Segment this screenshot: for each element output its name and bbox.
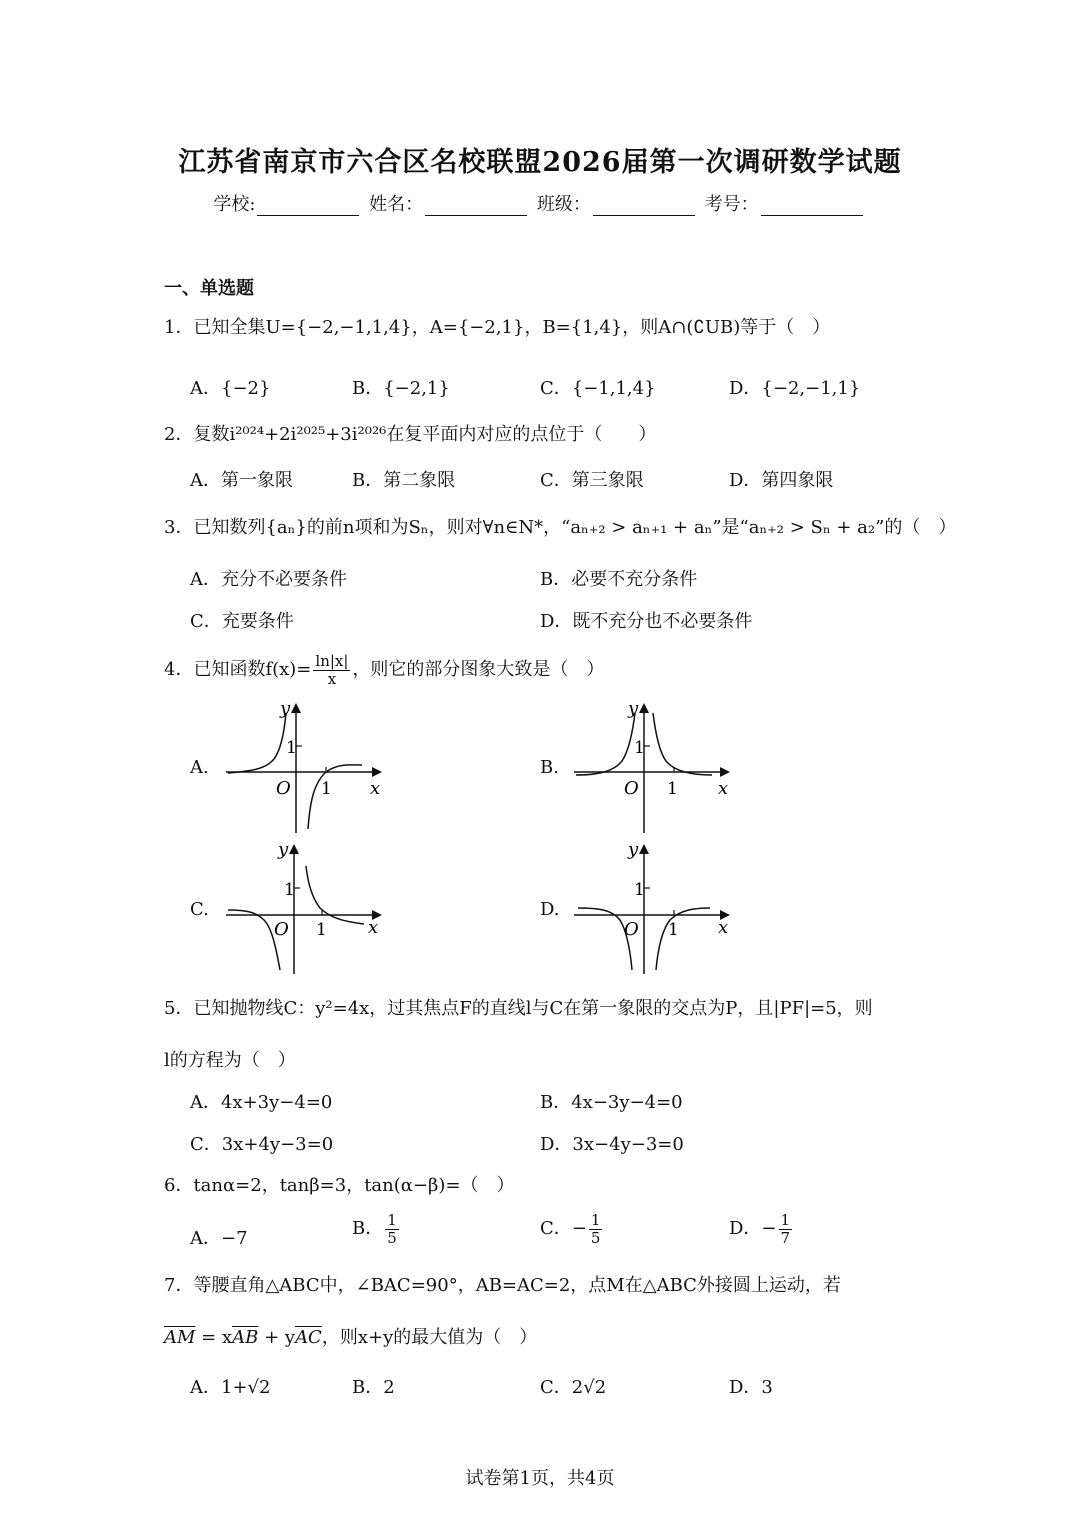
- q4-frac-num: ln|x|: [315, 652, 349, 670]
- y-arrow-icon: [291, 703, 301, 713]
- x-arrow-icon: [372, 767, 382, 777]
- q6-d-num: 1: [780, 1211, 791, 1229]
- question-2: 2．复数i²⁰²⁴+2i²⁰²⁵+3i²⁰²⁶在复平面内对应的点位于（ ）: [164, 424, 657, 445]
- q6-b-den: 5: [387, 1228, 397, 1247]
- q4-graph-b[interactable]: [570, 697, 740, 837]
- q4-option-c-label[interactable]: C.: [190, 899, 209, 920]
- x-one-label: 1: [316, 920, 327, 940]
- q7-option-c[interactable]: C．2√2: [540, 1377, 607, 1398]
- vector-ab: $\overline{AB}$: [232, 1327, 259, 1348]
- q4-text-pre: 4．已知函数f(x)=: [164, 659, 312, 680]
- x-label: x: [368, 917, 379, 938]
- q4-option-d-label[interactable]: D.: [540, 899, 560, 920]
- vector-am: $\overline{AM}$: [164, 1327, 196, 1348]
- q3-option-b[interactable]: B．必要不充分条件: [540, 569, 698, 590]
- q3-option-a[interactable]: A．充分不必要条件: [190, 569, 347, 590]
- q4-frac-den: x: [327, 669, 337, 688]
- q7-eq2: + y: [258, 1327, 296, 1348]
- curve-left: [228, 713, 286, 773]
- tick-one-label: 1: [634, 880, 645, 900]
- name-blank[interactable]: [425, 197, 527, 216]
- curve-right: [656, 908, 710, 970]
- q7-eq1: = x: [195, 1327, 233, 1348]
- x-one-label: 1: [668, 920, 679, 940]
- q4-graph-d[interactable]: [570, 838, 740, 978]
- y-arrow-icon: [639, 703, 649, 713]
- question-4: [164, 648, 604, 692]
- tick-one-label: 1: [286, 738, 297, 758]
- q4-graph-c[interactable]: [222, 838, 392, 978]
- school-blank[interactable]: [257, 197, 359, 216]
- x-one-label: 1: [667, 779, 678, 799]
- x-label: x: [718, 917, 729, 938]
- curve-left: [576, 713, 635, 775]
- q6-b-label: B．: [352, 1218, 384, 1239]
- q6-option-a[interactable]: A．−7: [190, 1228, 248, 1249]
- q6-b-fraction: [385, 1212, 399, 1246]
- q6-c-fraction: [589, 1212, 603, 1246]
- page-footer: 试卷第1页，共4页: [465, 1468, 615, 1489]
- class-blank[interactable]: [593, 197, 695, 216]
- curve-left: [228, 910, 280, 970]
- q3-option-c[interactable]: C．充要条件: [190, 611, 294, 632]
- q5-option-a[interactable]: A．4x+3y−4=0: [190, 1092, 333, 1113]
- q4-option-a-label[interactable]: A.: [190, 757, 209, 778]
- y-label: y: [628, 839, 639, 860]
- origin-label: O: [624, 778, 639, 799]
- y-label: y: [280, 698, 291, 719]
- tick-one-label: 1: [284, 880, 295, 900]
- y-label: y: [628, 698, 639, 719]
- class-label: 班级：: [536, 194, 591, 215]
- q4-option-b-label[interactable]: B.: [540, 757, 559, 778]
- q1-option-a[interactable]: A．{−2}: [190, 378, 271, 399]
- school-label: 学校:: [213, 194, 256, 215]
- q6-c-label: C．−: [540, 1218, 587, 1239]
- x-one-label: 1: [321, 779, 332, 799]
- q6-option-b[interactable]: [352, 1212, 401, 1246]
- q6-b-num: 1: [387, 1211, 397, 1229]
- curve-right: [653, 713, 712, 775]
- student-info-line: [0, 190, 1080, 216]
- y-label: y: [278, 839, 289, 860]
- q6-d-fraction: [779, 1212, 793, 1246]
- q1-option-d[interactable]: D．{−2,−1,1}: [729, 378, 861, 399]
- q7-option-b[interactable]: B．2: [352, 1377, 395, 1398]
- question-7-cont: [164, 1323, 537, 1349]
- page-title: 江苏省南京市六合区名校联盟2026届第一次调研数学试题: [178, 147, 902, 178]
- q2-option-a[interactable]: A．第一象限: [190, 470, 293, 491]
- q6-option-c[interactable]: [540, 1212, 604, 1246]
- q4-fraction: [313, 653, 350, 687]
- q5-option-c[interactable]: C．3x+4y−3=0: [190, 1134, 334, 1155]
- question-7: 7．等腰直角△ABC中，∠BAC=90°，AB=AC=2，点M在△ABC外接圆上运动，若: [164, 1275, 841, 1296]
- q4-graph-a[interactable]: [222, 697, 392, 837]
- q2-option-c[interactable]: C．第三象限: [540, 470, 644, 491]
- name-label: 姓名：: [369, 194, 424, 215]
- q6-c-num: 1: [590, 1211, 601, 1229]
- x-label: x: [718, 778, 729, 799]
- id-label: 考号：: [704, 194, 759, 215]
- q7-option-a[interactable]: A．1+√2: [190, 1377, 271, 1398]
- q7-option-d[interactable]: D．3: [729, 1377, 773, 1398]
- origin-label: O: [276, 778, 291, 799]
- q1-option-c[interactable]: C．{−1,1,4}: [540, 378, 656, 399]
- x-arrow-icon: [720, 767, 730, 777]
- q1-option-b[interactable]: B．{−2,1}: [352, 378, 450, 399]
- q6-option-d[interactable]: [729, 1212, 794, 1246]
- q7-tail: ，则x+y的最大值为（ ）: [321, 1327, 538, 1348]
- q3-option-d[interactable]: D．既不充分也不必要条件: [540, 611, 753, 632]
- q5-option-b[interactable]: B．4x−3y−4=0: [540, 1092, 683, 1113]
- q2-option-d[interactable]: D．第四象限: [729, 470, 834, 491]
- vector-ac: $\overline{AC}$: [295, 1327, 322, 1348]
- y-arrow-icon: [289, 844, 299, 854]
- y-arrow-icon: [639, 844, 649, 854]
- q4-text-post: ，则它的部分图象大致是（ ）: [352, 659, 605, 680]
- question-3: 3．已知数列{aₙ}的前n项和为Sₙ，则对∀n∈N*，“aₙ₊₂ > aₙ₊₁ + aₙ”是“aₙ₊₂ > Sₙ + a₂”的（ ）: [164, 517, 957, 538]
- id-blank[interactable]: [761, 197, 863, 216]
- q6-d-den: 7: [780, 1228, 791, 1247]
- q2-option-b[interactable]: B．第二象限: [352, 470, 456, 491]
- question-6: 6．tanα=2，tanβ=3，tan(α−β)=（ ）: [164, 1175, 515, 1196]
- question-1: 1．已知全集U={−2,−1,1,4}，A={−2,1}，B={1,4}，则A∩(∁UB)等于（ ）: [164, 317, 831, 338]
- question-5: 5．已知抛物线C：y²=4x，过其焦点F的直线l与C在第一象限的交点为P，且|PF|=5，则: [164, 998, 873, 1019]
- curve-right: [308, 765, 362, 829]
- x-label: x: [370, 778, 381, 799]
- section-title: 一、单选题: [164, 278, 254, 299]
- origin-label: O: [274, 919, 289, 940]
- q6-c-den: 5: [590, 1228, 601, 1247]
- q6-d-label: D．−: [729, 1218, 777, 1239]
- tick-one-label: 1: [634, 738, 645, 758]
- question-5-cont: l的方程为（ ）: [164, 1050, 296, 1071]
- origin-label: O: [624, 919, 639, 940]
- q5-option-d[interactable]: D．3x−4y−3=0: [540, 1134, 684, 1155]
